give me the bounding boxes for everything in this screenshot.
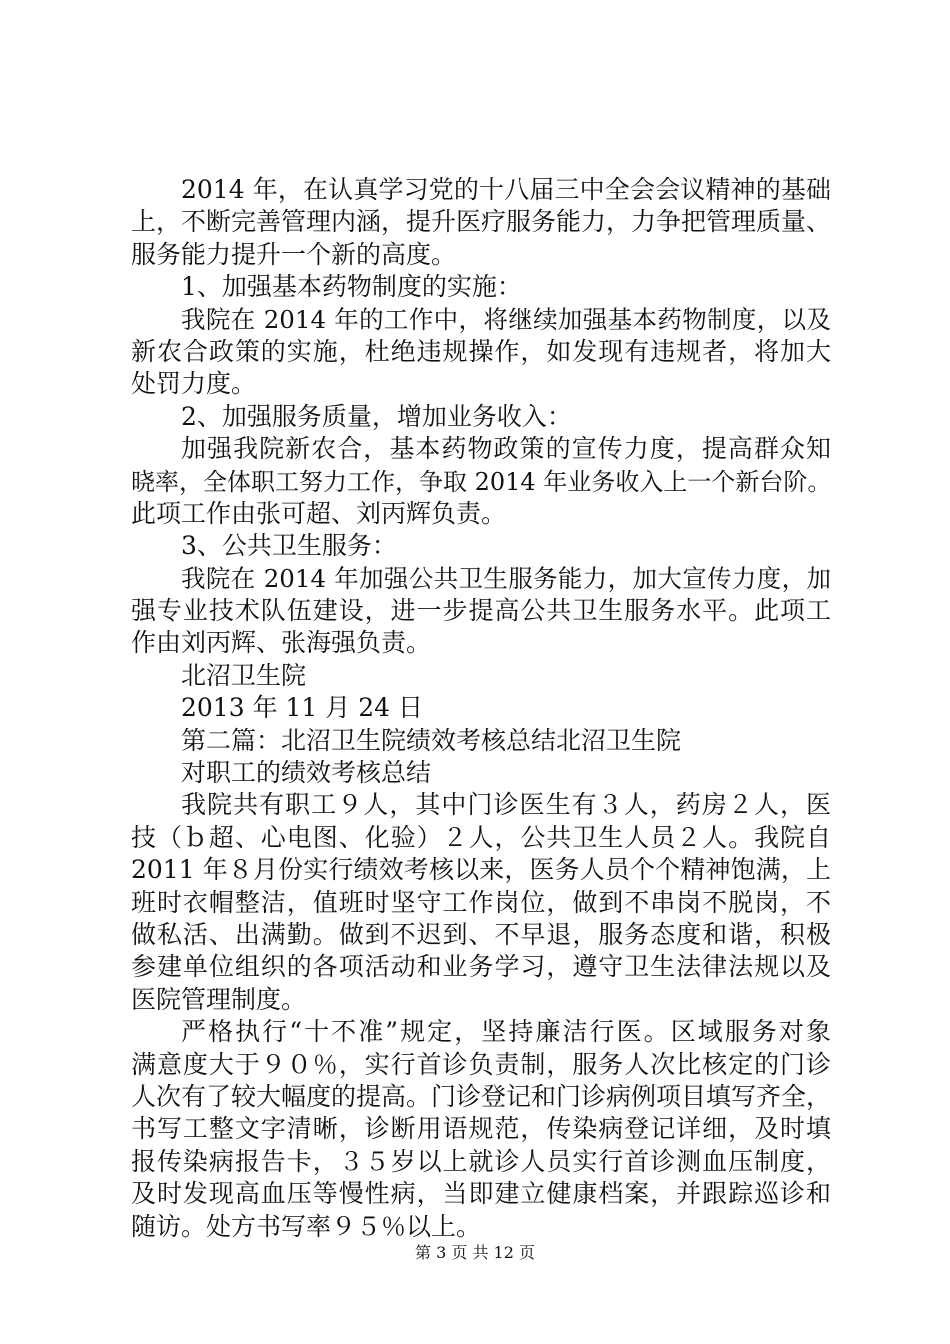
text-line: 服务能力提升一个新的高度。 bbox=[131, 239, 457, 269]
text-line: 新农合政策的实施，杜绝违规操作，如发现有违规者，将加大 bbox=[131, 336, 831, 366]
text-line: 我院共有职工９人，其中门诊医生有３人，药房２人，医 bbox=[181, 790, 831, 820]
text-line: 技（ｂ超、心电图、化验）２人，公共卫生人员２人。我院自 bbox=[131, 822, 831, 852]
text-line: 我院在 2014 年加强公共卫生服务能力，加大宣传力度，加 bbox=[181, 563, 831, 593]
text-line: 人次有了较大幅度的提高。门诊登记和门诊病例项目填写齐全， bbox=[131, 1081, 832, 1111]
text-line: 2014 年，在认真学习党的十八届三中全会会议精神的基础 bbox=[181, 175, 831, 204]
text-line: 做私活、出满勤。做到不迟到、不早退，服务态度和谐，积极 bbox=[131, 919, 831, 949]
text-line: 北沼卫生院 bbox=[181, 660, 307, 690]
text-line: 加强我院新农合，基本药物政策的宣传力度，提高群众知 bbox=[181, 434, 831, 464]
text-line: 处罚力度。 bbox=[131, 369, 257, 399]
text-line: 晓率，全体职工努力工作，争取 2014 年业务收入上一个新台阶。 bbox=[131, 467, 832, 496]
text-line: 严格执行“十不准”规定，坚持廉洁行医。区域服务对象 bbox=[181, 1017, 831, 1047]
text-line: 3、公共卫生服务： bbox=[181, 531, 397, 561]
text-line: 此项工作由张可超、刘丙辉负责。 bbox=[131, 498, 507, 528]
page-footer: 第 3 页 共 12 页 bbox=[415, 1243, 535, 1262]
text-line: 2、加强服务质量，增加业务收入： bbox=[181, 401, 572, 431]
text-line: 第二篇：北沼卫生院绩效考核总结北沼卫生院 bbox=[181, 725, 682, 755]
text-line: 我院在 2014 年的工作中，将继续加强基本药物制度，以及 bbox=[181, 304, 831, 334]
text-line: 满意度大于９０％，实行首诊负责制，服务人次比核定的门诊 bbox=[131, 1049, 831, 1079]
text-line: 班时衣帽整洁，值班时坚守工作岗位，做到不串岗不脱岗，不 bbox=[131, 887, 831, 917]
text-line: 上，不断完善管理内涵，提升医疗服务能力，力争把管理质量、 bbox=[131, 207, 832, 237]
document-body bbox=[131, 174, 831, 1243]
text-line: 对职工的绩效考核总结 bbox=[181, 758, 432, 788]
text-line: 参建单位组织的各项活动和业务学习，遵守卫生法律法规以及 bbox=[131, 952, 831, 982]
text-line: 书写工整文字清晰，诊断用语规范，传染病登记详细，及时填 bbox=[131, 1114, 831, 1144]
text-line: 随访。处方书写率９５％以上。 bbox=[131, 1211, 482, 1241]
text-line: 强专业技术队伍建设，进一步提高公共卫生服务水平。此项工 bbox=[131, 596, 831, 626]
text-line: 医院管理制度。 bbox=[131, 984, 307, 1014]
text-line: 及时发现高血压等慢性病，当即建立健康档案，并跟踪巡诊和 bbox=[131, 1179, 831, 1209]
text-line: 2011 年８月份实行绩效考核以来，医务人员个个精神饱满，上 bbox=[131, 855, 831, 885]
text-line: 报传染病报告卡，３５岁以上就诊人员实行首诊测血压制度， bbox=[131, 1146, 831, 1176]
text-line: 1、加强基本药物制度的实施： bbox=[181, 272, 522, 302]
text-line: 2013 年 11 月 24 日 bbox=[181, 693, 423, 723]
text-line: 作由刘丙辉、张海强负责。 bbox=[131, 628, 432, 658]
